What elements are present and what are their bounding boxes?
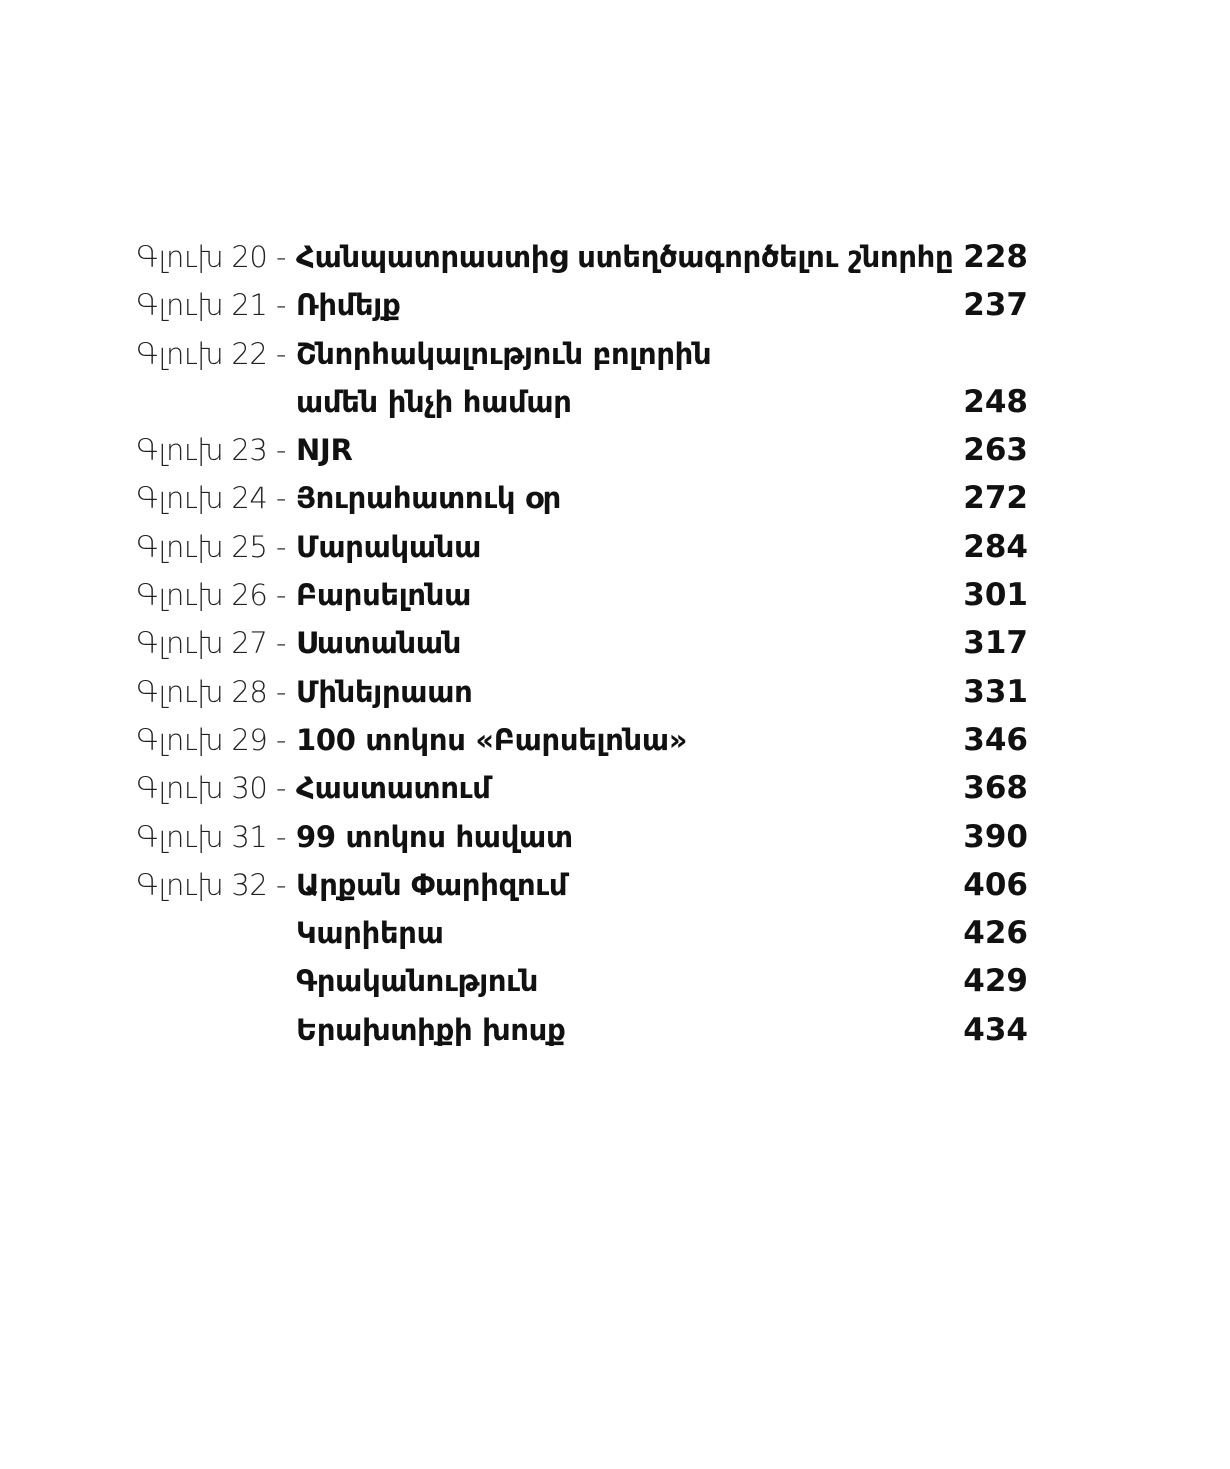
chapter-title: NJR: [296, 433, 353, 468]
chapter-number: Գլուխ 29 -: [136, 722, 286, 757]
chapter-number: Գլուխ 28 -: [136, 674, 286, 709]
chapter-number: Գլուխ 32 -: [136, 867, 286, 902]
chapter-number: Գլուխ 27 -: [136, 626, 286, 661]
toc-row: [136, 233, 1028, 281]
chapter-number: Գլուխ 21 -: [136, 288, 286, 323]
chapter-number: Գլուխ 24 -: [136, 481, 286, 516]
toc-row: [136, 1006, 1028, 1054]
table-of-contents: [136, 233, 1028, 1054]
chapter-title: Մարականա: [296, 529, 481, 564]
chapter-title: Սատանան: [296, 626, 462, 661]
chapter-title: Բարսելոնա: [296, 578, 471, 613]
chapter-title: Յուրահատուկ օր: [296, 481, 561, 516]
chapter-title: Հաստատում: [296, 771, 491, 806]
toc-row: [136, 716, 1028, 764]
chapter-number: Գլուխ 25 -: [136, 529, 286, 564]
toc-row: [136, 619, 1028, 667]
toc-row: [136, 957, 1028, 1005]
chapter-title: Ռիմեյք: [296, 288, 401, 323]
chapter-title: Մինեյրաաո: [296, 674, 473, 709]
page-number: 368: [963, 770, 1028, 807]
page-number: 284: [963, 528, 1028, 565]
toc-row: [136, 474, 1028, 522]
chapter-number: Գլուխ 23 -: [136, 433, 286, 468]
toc-row: [136, 281, 1028, 329]
chapter-title: 99 տոկոս հավատ: [296, 819, 573, 854]
page-number: 434: [963, 1011, 1028, 1048]
chapter-title: Հանպատրաստից ստեղծագործելու շնորհը: [296, 240, 954, 274]
chapter-number: Գլուխ 20 -: [136, 240, 286, 274]
toc-row: [136, 668, 1028, 716]
chapter-title: Շնորհակալություն բոլորին: [296, 336, 712, 371]
toc-row: [136, 426, 1028, 474]
page-number: 429: [963, 963, 1028, 1000]
page-number: 346: [963, 721, 1028, 758]
page-number: 248: [963, 383, 1028, 420]
chapter-number: Գլուխ 26 -: [136, 578, 286, 613]
toc-row: [136, 330, 1028, 378]
page-number: 272: [963, 480, 1028, 517]
toc-row: [136, 813, 1028, 861]
toc-row: [136, 571, 1028, 619]
toc-row: [136, 764, 1028, 812]
toc-row: [136, 861, 1028, 909]
page-number: 237: [963, 287, 1028, 324]
chapter-title: 100 տոկոս «Բարսելոնա»: [296, 722, 688, 757]
chapter-title: Երախտիքի խոսք: [296, 1012, 566, 1047]
page-number: 406: [963, 866, 1028, 903]
chapter-number: Գլուխ 30 -: [136, 771, 286, 806]
page-number: 301: [963, 577, 1028, 614]
chapter-number: Գլուխ 31 -: [136, 819, 286, 854]
page-number: 317: [963, 625, 1028, 662]
page-number: 263: [963, 432, 1028, 469]
toc-row: [136, 523, 1028, 571]
chapter-title: Արքան Փարիզում: [296, 867, 568, 902]
page-number: 390: [963, 818, 1028, 855]
chapter-number: Գլուխ 22 -: [136, 336, 286, 371]
chapter-title: Գրականություն: [296, 964, 539, 999]
page-number: 331: [963, 673, 1028, 710]
chapter-title: ամեն ինչի համար: [296, 384, 572, 419]
page-number: 426: [963, 915, 1028, 952]
page-number: 228: [963, 239, 1028, 275]
toc-row: [136, 909, 1028, 957]
chapter-title: Կարիերա: [296, 916, 444, 951]
toc-row: [136, 378, 1028, 426]
